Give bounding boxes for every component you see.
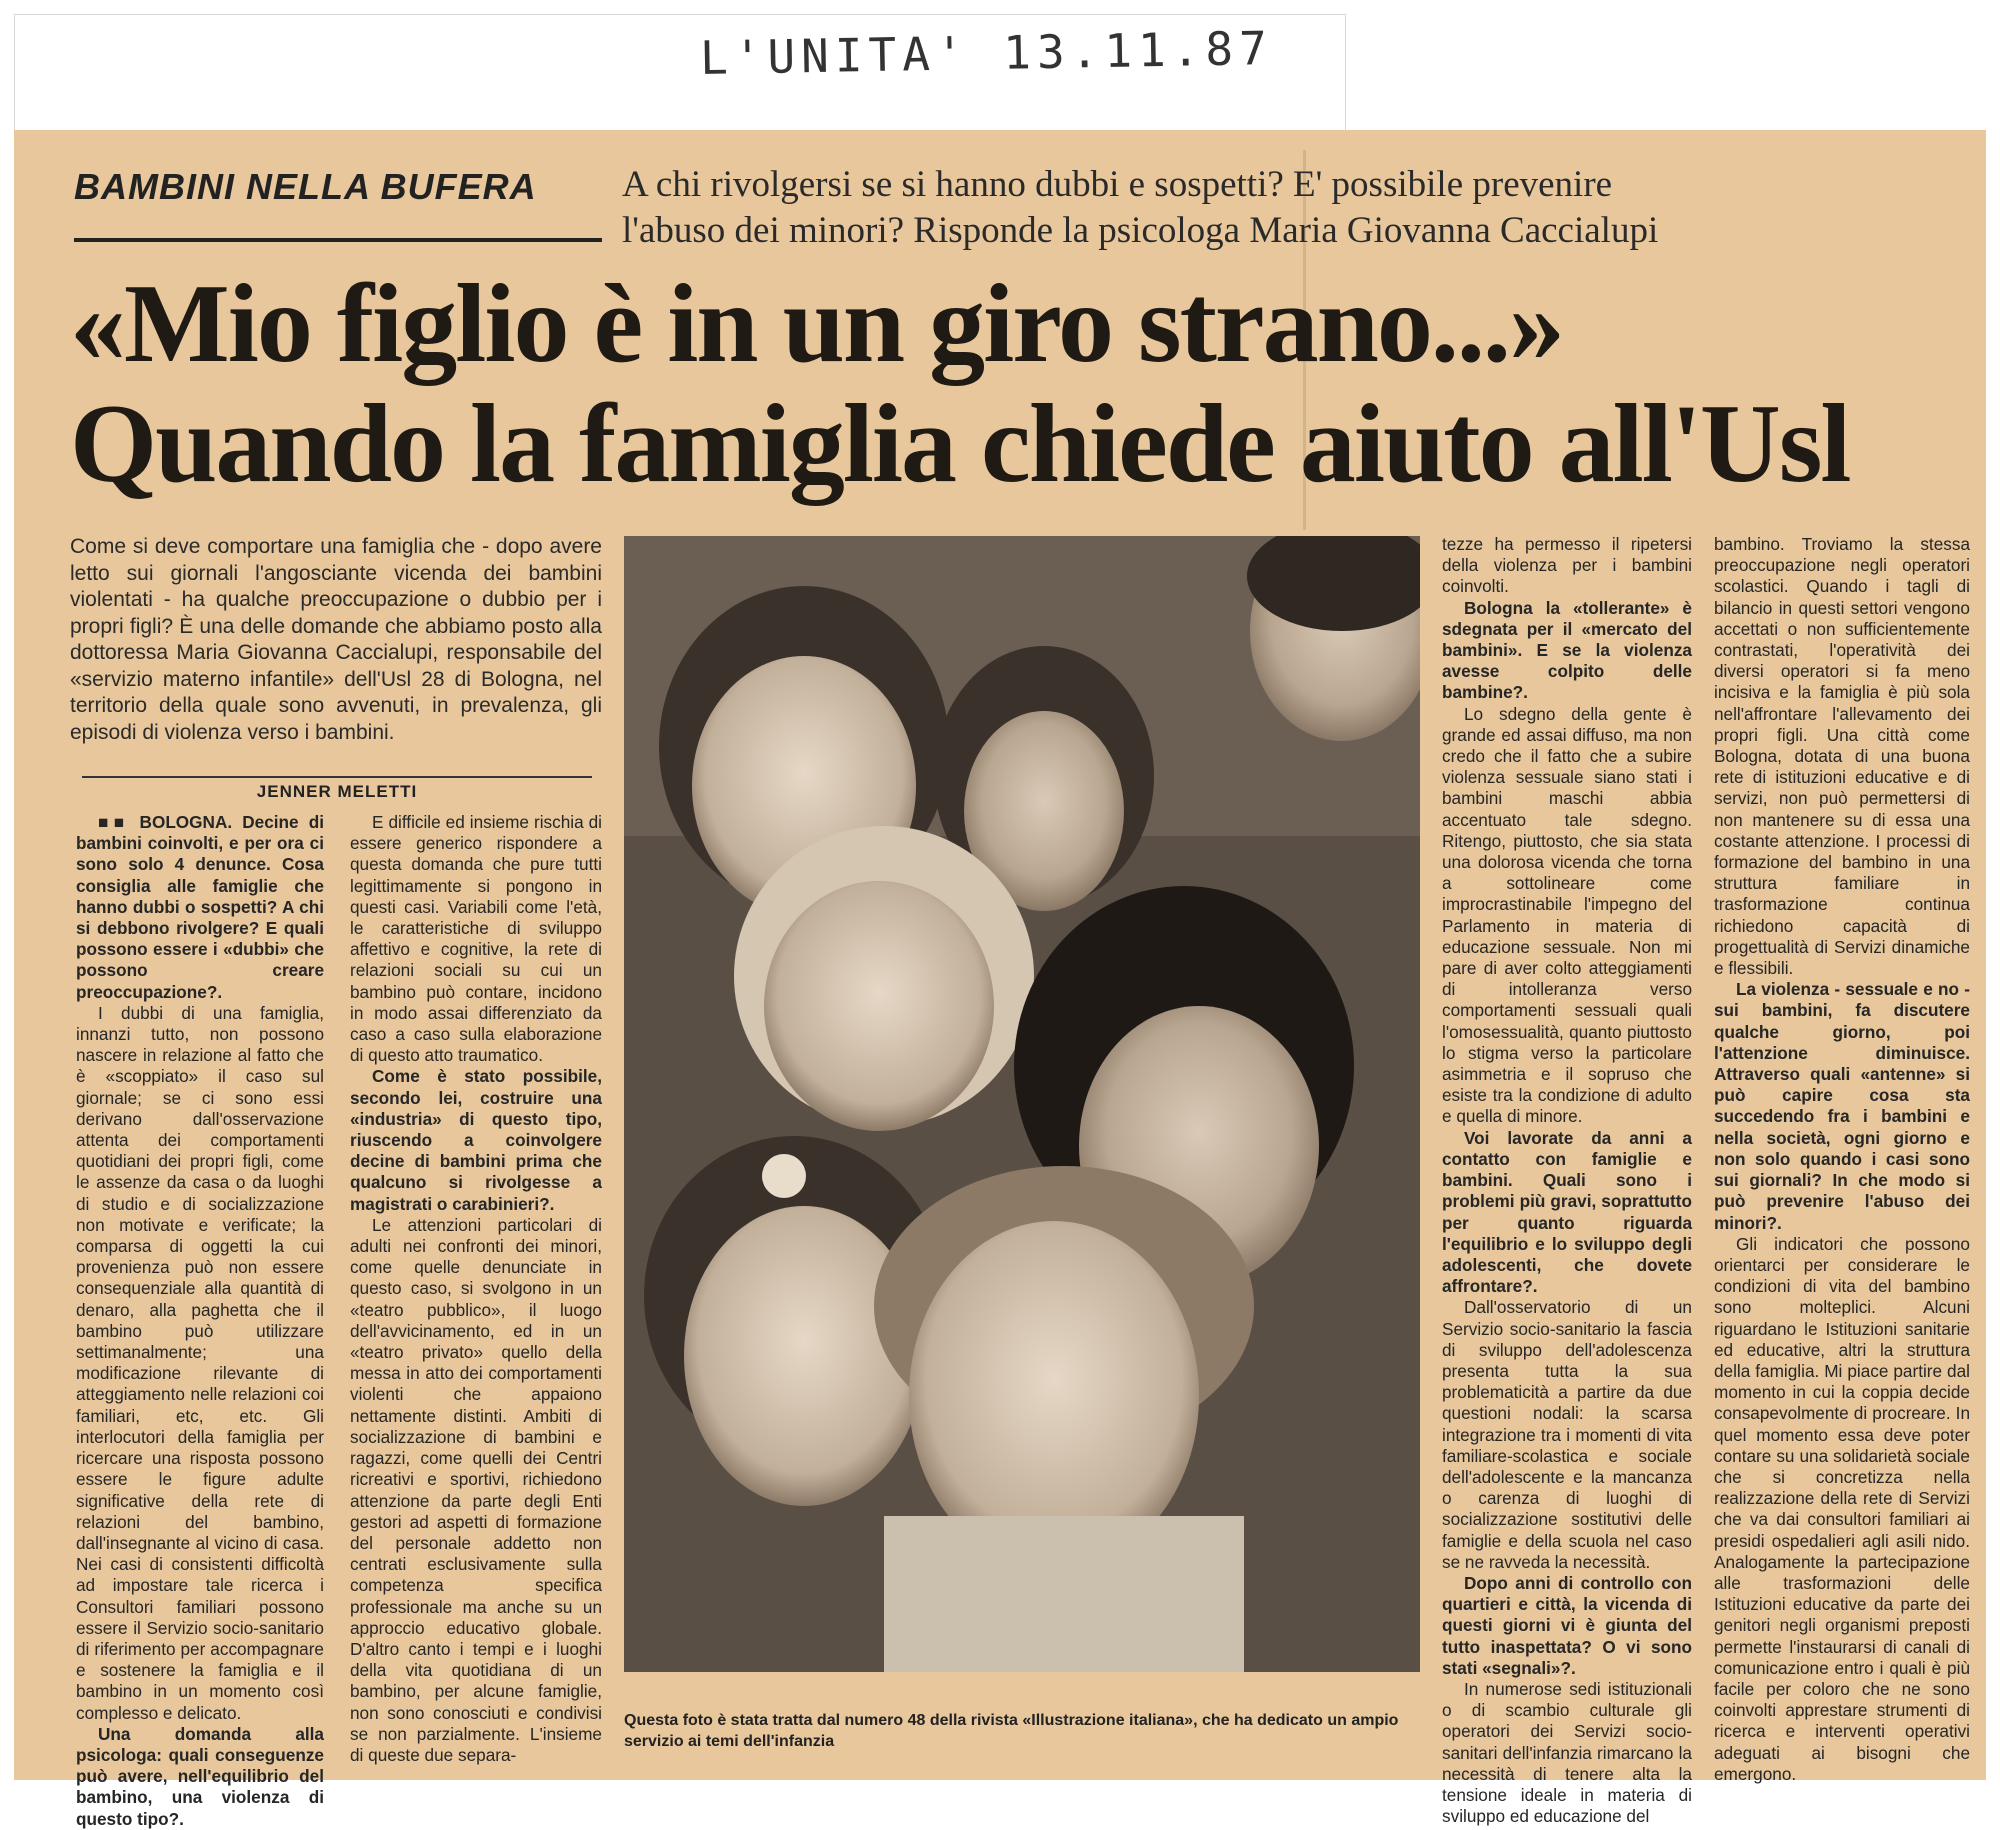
answer-paragraph: bambino. Troviamo la stessa preoccupazione negli operatori scolastici. Quando i tagli di bilancio in questi settori vengono accettati o non sufficientemente contrastati, l'operatività dei diversi operatori si fa meno incisiva e la famiglia è più sola nell'affrontare l'allevamento dei propri figli. Una città come Bologna, dotata di una buona rete di istituzioni educative e di servizi, non può permettersi di non mantenere su di essa una costante attenzione. I processi di formazione del bambino in una struttura familiare in trasformazione continua richiedono capacità di progettualità di Servizi dinamiche e flessibili. [1714,534,1970,979]
text-column-1 [76,812,324,1830]
byline-rule [82,776,592,778]
interview-question: Bologna la «tollerante» è sdegnata per il «mercato del bambini». E se la violenza avesse colpito delle bambine?. [1442,597,1692,703]
interview-question: ■■ BOLOGNA. Decine di bambini coinvolti, e per ora ci sono solo 4 denunce. Cosa consiglia alle famiglie che hanno dubbi o sospetti? A chi si debbono rivolgere? E quali possono essere i «dubbi» che possono creare preoccupazione?. [76,812,324,1002]
answer-paragraph: Dall'osservatorio di un Servizio socio-sanitario la fascia di sviluppo dell'adolescenza presenta tutta la sua problematicità a partire da due questioni nodali: la scarsa integrazione tra i momenti di vita familiare-scolastica e sociale dell'adolescente e la mancanza o carenza di luoghi di socializzazione sostitutivi delle famiglie e della scuola nel caso se ne ravveda la necessità. [1442,1297,1692,1572]
kicker-underline [74,238,602,242]
text-column-2 [350,812,602,1766]
text-column-3 [1442,534,1692,1827]
interview-question: Una domanda alla psicologa: quali conseguenze può avere, nell'equilibrio del bambino, una violenza di questo tipo?. [76,1723,324,1829]
answer-paragraph: In numerose sedi istituzionali o di scambio culturale gli operatori dei Servizi socio-sanitari dell'infanzia rimarcano la necessità di tenere alta la tensione ideale in materia di sviluppo ed educazione del [1442,1678,1692,1827]
article-deck [622,162,1982,254]
article-headline [70,264,1970,504]
section-kicker: BAMBINI NELLA BUFERA [74,166,537,207]
article-intro: Come si deve comportare una famiglia che - dopo avere letto sui giornali l'angosciante vicenda dei bambini violentati - ha qualche preoccupazione o dubbio per i propri figli? È una delle domande che abbiamo posto alla dottoressa Maria Giovanna Caccialupi, responsabile del «servizio materno infantile» dell'Usl 28 di Bologna, nel territorio della quale sono avvenuti, in prevalenza, gli episodi di violenza verso i bambini. [70,535,602,744]
answer-paragraph: Le attenzioni particolari di adulti nei confronti dei minori, come quelle denunciate in questo caso, si svolgono in un «teatro pubblico», il luogo dell'avvicinamento, ed in un «teatro privato» quello della messa in atto dei comportamenti violenti che appaiono nettamente distinti. Ambiti di socializzazione di bambini e ragazzi, come quelli dei Centri ricreativi e sportivi, richiedono attenzione da parte degli Enti gestori ad aspetti di formazione del personale addetto non centrati esclusivamente sulla competenza specifica professionale ma anche su un approccio educativo globale. D'altro canto i tempi e i luoghi della vita quotidiana di un bambino, per alcune famiglie, non sono conosciuti e condivisi se non parzialmente. L'insieme di queste due separa- [350,1214,602,1765]
children-photo [624,536,1420,1672]
interview-question: Dopo anni di controllo con quartieri e città, la vicenda di questi giorni vi è giunta del tutto inaspettata? O vi sono stati «segnali»?. [1442,1572,1692,1678]
text-column-4 [1714,534,1970,1785]
answer-paragraph: I dubbi di una famiglia, innanzi tutto, non possono nascere in relazione al fatto che è «scoppiato» il caso sul giornale; se ci sono essi derivano dall'osservazione attenta dei comportamenti quotidiani dei propri figli, come le assenze da casa o da luoghi di studio e di socializzazione non motivate e verificate; la comparsa di oggetti la cui provenienza può non essere consequenziale alla quantità di denaro, alla paghetta che il bambino può utilizzare settimanalmente; una modificazione rilevante di atteggiamento nelle relazioni coi familiari, etc, etc. Gli interlocutori della famiglia per ricercare una risposta possono essere le figure adulte significative della rete di relazioni del bambino, dall'insegnante al vicino di casa. Nei casi di consistenti difficoltà ad impostare tale ricerca i Consultori familiari possono essere il Servizio socio-sanitario di riferimento per accompagnare e sostenere la famiglia e il bambino in un momento così complesso e delicato. [76,1002,324,1723]
answer-paragraph: tezze ha permesso il ripetersi della violenza per i bambini coinvolti. [1442,534,1692,597]
answer-paragraph: Gli indicatori che possono orientarci per considerare le condizioni di vita del bambino sono molteplici. Alcuni riguardano le Istituzioni sanitarie ed educative, altri la struttura della famiglia. Mi piace partire dal momento in cui la coppia decide consapevolmente di procreare. In quel momento essa deve poter contare su una solidarietà sociale che si concretizza nella realizzazione della rete di Servizi che va dai consultori familiari ai presidi ospedalieri agli asili nido. Analogamente la partecipazione alle trasformazioni delle Istituzioni educative da parte dei genitori negli organismi preposti permette l'instaurarsi di canali di comunicazione entro i quali è più facile per coloro che ne sono coinvolti apprestare strumenti di ricerca e interventi operativi adeguati ai bisogni che emergono. [1714,1233,1970,1784]
byline: JENNER MELETTI [256,782,418,801]
children-photo-illustration [624,536,1420,1672]
deck-line-1: A chi rivolgersi se si hanno dubbi e sospetti? E' possibile prevenire [622,164,1613,205]
headline-line-1: «Mio figlio è in un giro strano...» [70,262,1563,386]
handwritten-source-note: L'UNITA' 13.11.87 [699,21,1274,85]
photo-caption: Questa foto è stata tratta dal numero 48 della rivista «Illustrazione italiana», che ha dedicato un ampio servizio ai temi dell'infanzia [624,1712,1399,1750]
answer-paragraph: Lo sdegno della gente è grande ed assai diffuso, ma non credo che il fatto che a subire violenza sessuale siano stati i bambini maschi abbia accentuato tale sdegno. Ritengo, piuttosto, che sia stata una dolorosa vicenda che torna a sottolineare come improcrastinabile l'impegno del Parlamento in materia di educazione sessuale. Non mi pare di aver colto atteggiamenti di intolleranza verso comportamenti sessuali quali l'omosessualità, quanto piuttosto lo stigma verso la particolare asimmetria e il sopruso che esiste tra la condizione di adulto e quella di minore. [1442,703,1692,1127]
interview-question: La violenza - sessuale e no - sui bambini, fa discutere qualche giorno, poi l'attenzione diminuisce. Attraverso quali «antenne» si può capire cosa sta succedendo fra i bambini e nella società, ogni giorno e non solo quando i casi sono sui giornali? In che modo si può prevenire l'abuso dei minori?. [1714,979,1970,1233]
answer-paragraph: E difficile ed insieme rischia di essere generico rispondere a questa domanda che pure tutti legittimamente si pongono in questi casi. Variabili come l'età, le caratteristiche di sviluppo affettivo e cognitive, la rete di relazioni sociali su cui un bambino può contare, incidono in modo assai differenziato da caso a caso sulla elaborazione di questo atto traumatico. [350,812,602,1066]
deck-line-2: l'abuso dei minori? Risponde la psicologa Maria Giovanna Caccialupi [622,210,1659,251]
interview-question: Voi lavorate da anni a contatto con famiglie e bambini. Quali sono i problemi più gravi, soprattutto per quanto riguarda l'equilibrio e lo sviluppo degli adolescenti, che dovete affrontare?. [1442,1127,1692,1297]
headline-line-2: Quando la famiglia chiede aiuto all'Usl [70,382,1850,506]
interview-question: Come è stato possibile, secondo lei, costruire una «industria» di questo tipo, riuscendo a coinvolgere decine di bambini prima che qualcuno si rivolgesse a magistrati o carabinieri?. [350,1066,602,1214]
